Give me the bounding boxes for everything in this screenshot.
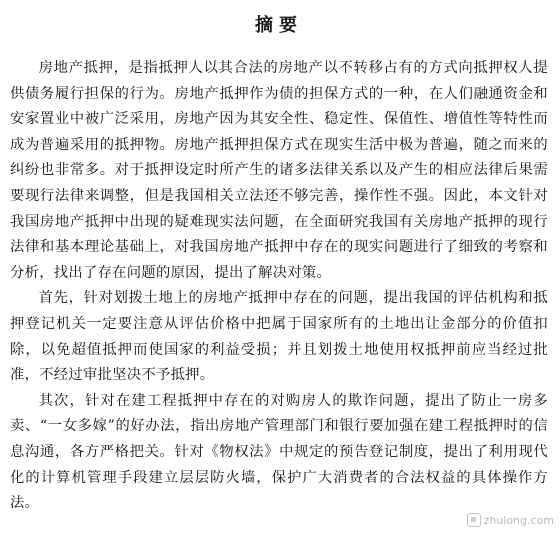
- logo-square-icon: [467, 513, 481, 527]
- page-title: 摘要: [255, 15, 303, 36]
- paragraph-3: 其次，针对在建工程抵押中存在的对购房人的欺诈问题，提出了防止一房多卖、“一女多嫁”的好办法，指出房地产管理部门和银行要加强在建工程抵押时的信息沟通，各方严格把关。针对《物权法》中规定的预告登记制度，提出了利用现代化的计算机管理手段建立层层防火墙，保护广大消费者的合法权益的具体操作方法。: [10, 392, 548, 512]
- paragraph-2: 首先，针对划拨土地上的房地产抵押中存在的问题，提出我国的评估机构和抵押登记机关一定要注意从评估价格中把属于国家所有的土地出让金部分的价值扣除，以免超值抵押而使国家的利益受损；并且划拨土地使用权抵押前应当经过批准，不经过审批坚决不予抵押。: [10, 290, 548, 384]
- paragraph-1: 房地产抵押，是指抵押人以其合法的房地产以不转移占有的方式向抵押权人提供债务履行担保的行为。房地产抵押作为债的担保方式的一种，在人们融通资金和安家置业中被广泛采用，房地产因为其安全性、稳定性、保值性、增值性等特性而成为普遍采用的抵押物。房地产抵押担保方式在现实生活中极为普遍，随之而来的纠纷也非常多。对于抵押设定时所产生的诸多法律关系以及产生的相应法律后果需要现行法律来调整，但是我国相关立法还不够完善，操作性不强。因此，本文针对我国房地产抵押中出现的疑难现实法问题，在全面研究我国有关房地产抵押的现行法律和基本理论基础上，对我国房地产抵押中存在的现实问题进行了细致的考察和分析，找出了存在问题的原因，提出了解决对策。: [10, 60, 548, 281]
- watermark: [467, 513, 554, 527]
- watermark-text: zhulong.com: [483, 513, 554, 527]
